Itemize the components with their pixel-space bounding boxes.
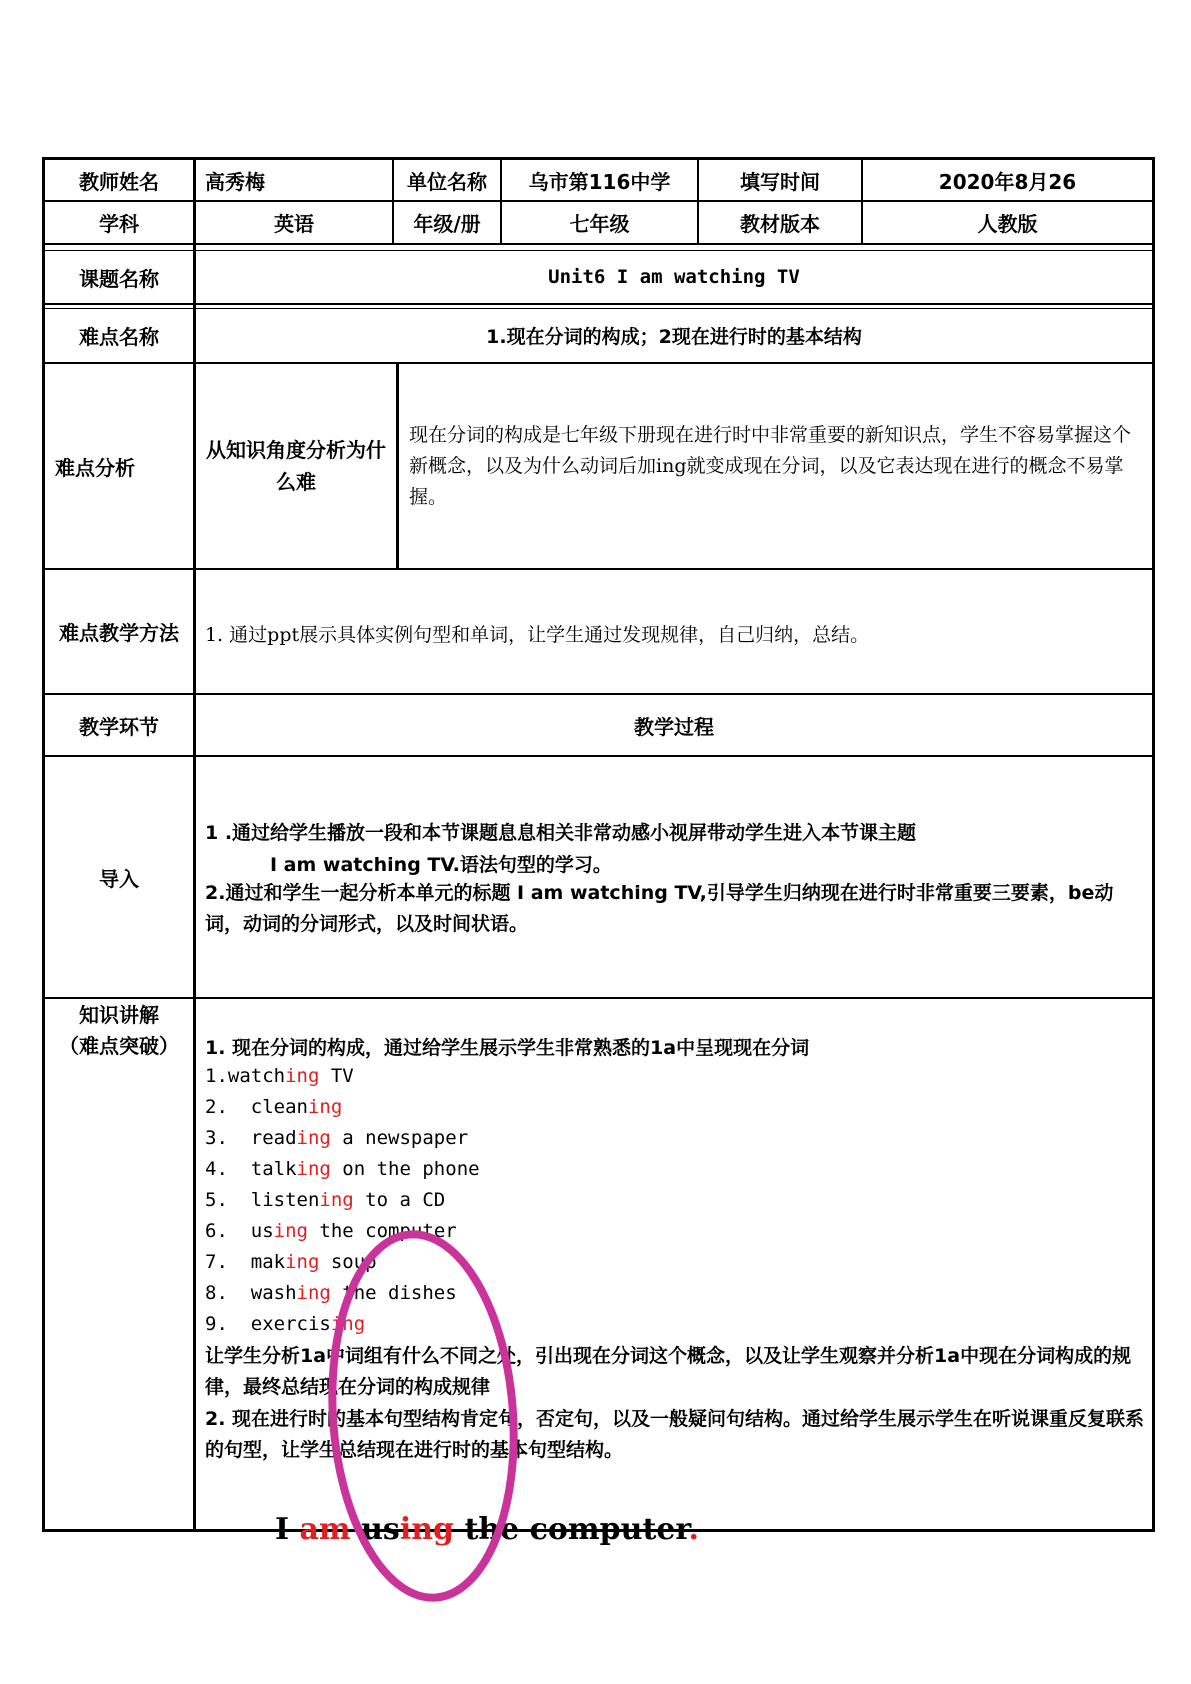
item-rest: on the phone [330,1158,480,1180]
item-number: 7. [205,1251,251,1273]
item-number: 8. [205,1282,251,1304]
subject-value: 英语 [274,212,314,236]
unit-name-value: 乌市第116中学 [528,169,671,194]
intro-line-2: I am watching TV.语法句型的学习。 [270,854,612,876]
sentence-word-highlight: am [299,1512,351,1547]
item-suffix: ing [296,1282,331,1304]
item-rest: to a CD [353,1189,446,1211]
difficulty-value: 1.现在分词的构成；2现在进行时的基本结构 [486,326,862,348]
item-rest: TV [319,1065,354,1087]
item-verb: clean [250,1096,308,1118]
item-rest: the computer [307,1220,457,1242]
sentence-word: the computer [454,1512,689,1547]
item-verb: mak [250,1251,286,1273]
item-suffix: ing [296,1127,331,1149]
item-suffix: ing [285,1251,320,1273]
process-section-value: 教学过程 [634,714,714,739]
item-suffix: ing [330,1313,366,1335]
process-section-label: 教学环节 [79,714,159,739]
sentence-word: us [350,1512,400,1547]
knowledge-paragraph-2: 2. 现在进行时的基本句型结构肯定句，否定句，以及一般疑问句结构。通过给学生展示学生在听说课重反复联系的句型，让学生总结现在进行时的基本句型结构。 [205,1408,1145,1461]
knowledge-label-line-2: （难点突破） [59,1034,179,1058]
item-number: 1. [205,1065,228,1087]
item-verb: wash [250,1282,297,1304]
analysis-sub-label: 从知识角度分析为什么难 [206,438,386,494]
item-rest: a newspaper [330,1127,469,1149]
subject-label: 学科 [99,212,139,236]
item-number: 6. [205,1220,251,1242]
sentence-word-highlight: . [688,1512,699,1547]
item-number: 3. [205,1127,251,1149]
sentence-word-highlight: ing [399,1512,455,1547]
grade-value: 七年级 [569,212,630,236]
item-verb: listen [250,1189,320,1211]
textbook-label: 教材版本 [740,212,820,236]
teacher-name-label: 教师姓名 [79,169,159,194]
intro-paragraph: 2.通过和学生一起分析本单元的标题 I am watching TV,引导学生归纳现在进行时非常重要三要素，be动词，动词的分词形式，以及时间状语。 [205,882,1114,935]
knowledge-heading: 1. 现在分词的构成，通过给学生展示学生非常熟悉的1a中呈现现在分词 [205,1037,810,1059]
method-text: 1. 通过ppt展示具体实例句型和单词，让学生通过发现规律，自己归纳，总结。 [205,624,870,646]
item-suffix: ing [307,1096,343,1118]
analysis-label: 难点分析 [55,455,135,480]
knowledge-label-line-1: 知识讲解 [79,1003,159,1027]
topic-value: Unit6 I am watching TV [548,266,800,288]
item-verb: talk [250,1158,297,1180]
item-verb: read [250,1127,297,1149]
item-rest: soup [319,1251,377,1273]
item-number: 4. [205,1158,251,1180]
item-rest: the dishes [330,1282,457,1304]
fill-date-value: 2020年8月26 [938,169,1077,194]
item-suffix: ing [273,1220,308,1242]
analysis-text: 现在分词的构成是七年级下册现在进行时中非常重要的新知识点，学生不容易掌握这个新概念，以及为什么动词后加ing就变成现在分词，以及它表达现在进行的概念不易掌握。 [409,424,1132,508]
sentence-word: I [275,1512,300,1547]
topic-label: 课题名称 [79,266,159,291]
item-verb: watch [227,1065,286,1087]
intro-label: 导入 [99,866,139,891]
item-number: 2. [205,1096,251,1118]
item-number: 5. [205,1189,251,1211]
difficulty-label: 难点名称 [79,325,159,349]
knowledge-paragraph-1: 让学生分析1a中词组有什么不同之处，引出现在分词这个概念，以及让学生观察并分析1a中现在分词构成的规律，最终总结现在分词的构成规律 [205,1345,1132,1398]
method-label: 难点教学方法 [59,621,179,645]
unit-name-label: 单位名称 [407,169,487,194]
item-suffix: ing [319,1189,354,1211]
fill-date-label: 填写时间 [740,169,820,194]
item-suffix: ing [285,1065,320,1087]
grade-label: 年级/册 [413,212,481,236]
item-verb: us [250,1220,274,1242]
item-suffix: ing [296,1158,331,1180]
teacher-name-value: 高秀梅 [205,169,265,194]
intro-line-1: 1 .通过给学生播放一段和本节课题息息相关非常动感小视屏带动学生进入本节课主题 [205,822,917,844]
textbook-value: 人教版 [977,212,1038,236]
item-number: 9. [205,1313,251,1335]
item-verb: exercis [250,1313,331,1335]
